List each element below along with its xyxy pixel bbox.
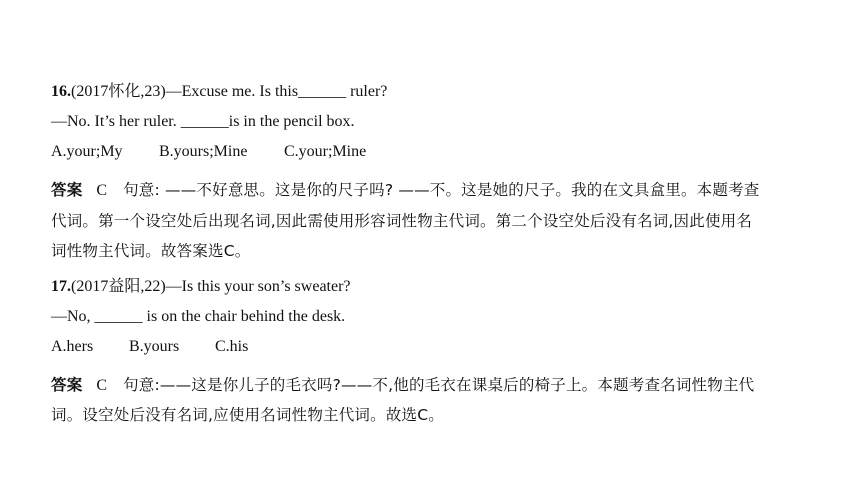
q17-option-b: B.yours (129, 338, 180, 355)
q16-stem: (2017怀化,23)—Excuse me. Is this______ ruler? (71, 83, 388, 100)
q16-explanation-line3: 词性物主代词。故答案选C。 (51, 242, 251, 260)
q16-stem-line (51, 82, 387, 102)
q17-explanation-line2: 词。设空处后没有名词,应使用名词性物主代词。故选C。 (51, 406, 444, 424)
q16-answer-letter: C (96, 182, 108, 199)
q17-options (51, 337, 248, 357)
q17-answer-line (51, 375, 754, 396)
q17-stem-line (51, 277, 351, 297)
q17-stem: (2017益阳,22)—Is this your son’s sweater? (71, 278, 351, 295)
q17-line2: —No, ______ is on the chair behind the desk. (51, 308, 346, 325)
q16-options (51, 142, 366, 162)
q17-number: 17. (51, 278, 71, 295)
q16-option-a: A.your;My (51, 143, 123, 160)
q16-option-c: C.your;Mine (284, 143, 367, 160)
q16-explanation-line1: 句意: ——不好意思。这是你的尺子吗? ——不。这是她的尺子。我的在文具盒里。本题考查 (123, 181, 760, 199)
q16-line2: —No. It’s her ruler. ______is in the pencil box. (51, 113, 355, 130)
q16-option-b: B.yours;Mine (159, 143, 248, 160)
q16-explanation-line2: 代词。第一个设空处后出现名词,因此需使用形容词性物主代词。第二个设空处后没有名词,因此使用名 (51, 212, 753, 230)
q17-answer-letter: C (96, 377, 108, 394)
q17-explanation-line1: 句意:——这是你儿子的毛衣吗?——不,他的毛衣在课桌后的椅子上。本题考查名词性物主代 (123, 376, 755, 394)
q17-option-c: C.his (215, 338, 249, 355)
q16-answer-line (51, 180, 759, 201)
q16-answer-label: 答案 (51, 181, 83, 199)
q17-answer-label: 答案 (51, 376, 83, 394)
q16-number: 16. (51, 83, 71, 100)
q17-option-a: A.hers (51, 338, 94, 355)
